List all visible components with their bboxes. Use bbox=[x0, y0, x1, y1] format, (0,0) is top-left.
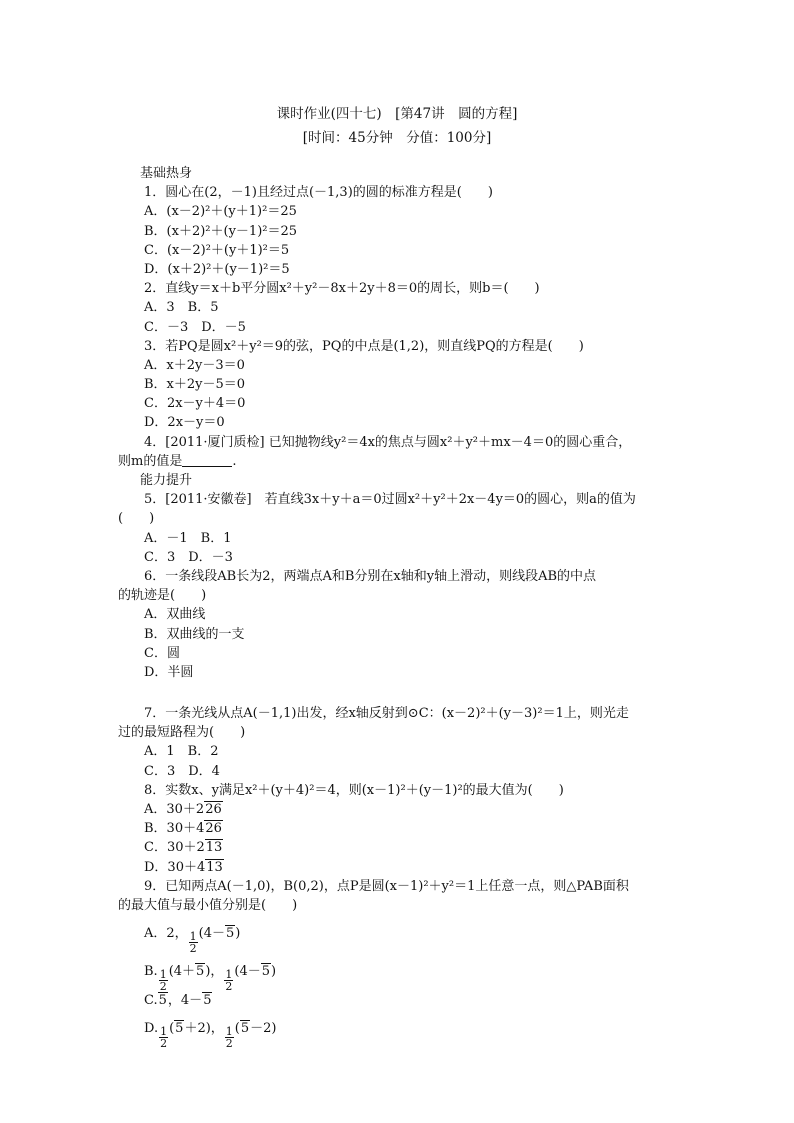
option-prefix: D. bbox=[144, 1021, 159, 1037]
question-2-stem: 2．直线y＝x＋b平分圆x²＋y²－8x＋2y＋8＝0的周长，则b＝( ) bbox=[144, 281, 540, 297]
sqrt-radicand: 5 bbox=[261, 964, 271, 980]
question-1-option-b: B．(x＋2)²＋(y－1)²＝25 bbox=[144, 223, 298, 239]
paren-close: ) bbox=[235, 926, 241, 942]
option-prefix: B. bbox=[144, 964, 158, 980]
spacer bbox=[118, 682, 678, 704]
question-4-end: . bbox=[232, 453, 237, 469]
fraction-half bbox=[159, 1026, 168, 1049]
section-basic: 基础热身 bbox=[140, 166, 193, 181]
question-9-option-b bbox=[118, 953, 678, 994]
question-9-option-d bbox=[118, 1010, 678, 1051]
fraction-numerator: 1 bbox=[225, 1025, 233, 1039]
question-6-option-d: D．半圆 bbox=[144, 664, 194, 680]
question-4-stem: 4．[2011·厦门质检] 已知抛物线y²＝4x的焦点与圆x²＋y²＋mx－4＝0的圆心重合， bbox=[144, 434, 632, 450]
question-1-option-d: D．(x＋2)²＋(y－1)²＝5 bbox=[144, 261, 290, 277]
fraction-denominator: 2 bbox=[225, 980, 233, 994]
fraction-denominator: 2 bbox=[159, 980, 167, 994]
question-8-option-a bbox=[118, 800, 678, 819]
paren-open: (4－ bbox=[198, 926, 226, 942]
paren-open: (4＋ bbox=[168, 964, 196, 980]
sqrt-radicand: 5 bbox=[158, 993, 167, 1009]
question-8-option-c bbox=[118, 838, 678, 857]
question-2-options-cd: C．－3 D．－5 bbox=[144, 319, 246, 335]
sqrt-radicand: 5 bbox=[226, 926, 235, 942]
question-3-option-b: B．x＋2y－5＝0 bbox=[144, 377, 246, 393]
paren-close: ) bbox=[271, 964, 277, 980]
question-3-option-d: D．2x－y＝0 bbox=[144, 415, 225, 431]
separator: ＋2)， bbox=[184, 1021, 224, 1037]
question-5-options-cd: C．3 D．－3 bbox=[144, 549, 233, 565]
sqrt-radicand: 26 bbox=[205, 821, 222, 837]
question-4-cont-text: 则m的值是 bbox=[118, 453, 183, 469]
fraction-half bbox=[189, 931, 198, 954]
sqrt-radicand: 5 bbox=[175, 1021, 184, 1037]
question-6-continuation: 的轨迹是( ) bbox=[118, 588, 207, 604]
question-1-stem: 1．圆心在(2，－1)且经过点(－1,3)的圆的标准方程是( ) bbox=[144, 185, 493, 201]
fraction-half bbox=[225, 1026, 234, 1049]
page-title: 课时作业(四十七) [第47讲 圆的方程] bbox=[276, 106, 518, 122]
question-1-option-c: C．(x－2)²＋(y＋1)²＝5 bbox=[144, 242, 290, 258]
fraction-numerator: 1 bbox=[160, 1025, 168, 1039]
paren-open: ( bbox=[169, 1021, 175, 1037]
question-7-stem: 7．一条光线从点A(－1,1)出发，经x轴反射到⊙C：(x－2)²＋(y－3)²＝1上，则光走 bbox=[144, 706, 629, 722]
question-5-continuation: ( ) bbox=[118, 511, 155, 527]
question-6-option-c: C．圆 bbox=[144, 645, 180, 661]
question-3-option-c: C．2x－y＋4＝0 bbox=[144, 396, 246, 412]
sqrt-radicand: 5 bbox=[203, 993, 212, 1009]
fraction-numerator: 1 bbox=[225, 968, 233, 982]
option-prefix: C. bbox=[144, 993, 158, 1009]
separator: ，4－ bbox=[167, 993, 203, 1009]
sqrt-radicand: 5 bbox=[240, 1021, 250, 1037]
question-list bbox=[118, 164, 678, 1051]
fraction-denominator: 2 bbox=[225, 1037, 233, 1051]
time-score-line: [时间：45分钟 分值：100分] bbox=[302, 130, 492, 146]
option-prefix: D．30＋4 bbox=[144, 859, 206, 875]
question-5-stem: 5．[2011·安徽卷] 若直线3x＋y＋a＝0过圆x²＋y²＋2x－4y＝0的圆心，则a的值为 bbox=[144, 492, 636, 508]
question-3-stem: 3．若PQ是圆x²＋y²＝9的弦，PQ的中点是(1,2)，则直线PQ的方程是( ) bbox=[144, 338, 584, 354]
question-1-option-a: A．(x－2)²＋(y＋1)²＝25 bbox=[144, 204, 297, 220]
fraction-half bbox=[224, 969, 233, 992]
fraction-numerator: 1 bbox=[189, 930, 197, 944]
question-9-option-a bbox=[118, 915, 678, 956]
question-6-stem: 6．一条线段AB长为2，两端点A和B分别在x轴和y轴上滑动，则线段AB的中点 bbox=[144, 568, 597, 584]
question-6-option-b: B．双曲线的一支 bbox=[144, 626, 245, 642]
question-5-options-ab: A．－1 B．1 bbox=[144, 530, 232, 546]
sqrt-radicand: 26 bbox=[205, 802, 222, 817]
answer-blank bbox=[182, 453, 232, 467]
paren-open: (4－ bbox=[234, 964, 261, 980]
option-prefix: A．30＋2 bbox=[144, 802, 205, 817]
question-7-continuation: 过的最短路程为( ) bbox=[118, 725, 246, 741]
question-6-option-a: A．双曲线 bbox=[144, 607, 206, 623]
fraction-numerator: 1 bbox=[159, 968, 167, 982]
option-prefix: C．30＋2 bbox=[144, 840, 205, 856]
fraction-denominator: 2 bbox=[160, 1037, 168, 1051]
sqrt-radicand: 13 bbox=[205, 840, 223, 856]
paren-close: －2) bbox=[250, 1021, 277, 1037]
option-prefix: B．30＋4 bbox=[144, 821, 205, 837]
question-9-option-c bbox=[118, 991, 678, 1010]
question-8-option-d bbox=[118, 858, 678, 877]
separator: )， bbox=[205, 964, 224, 980]
option-prefix: A．2， bbox=[144, 926, 188, 942]
question-4-continuation bbox=[118, 452, 678, 471]
question-7-options-cd: C．3 D．4 bbox=[144, 763, 220, 779]
question-2-options-ab: A．3 B．5 bbox=[144, 300, 219, 316]
paren-open: ( bbox=[234, 1021, 240, 1037]
section-advanced: 能力提升 bbox=[140, 473, 193, 488]
question-8-option-b bbox=[118, 819, 678, 838]
question-7-options-ab: A．1 B．2 bbox=[144, 744, 219, 760]
sqrt-radicand: 13 bbox=[206, 859, 223, 875]
question-8-stem: 8．实数x、y满足x²＋(y＋4)²＝4，则(x－1)²＋(y－1)²的最大值为( ) bbox=[144, 782, 564, 798]
fraction-half bbox=[159, 969, 168, 992]
question-9-continuation: 的最大值与最小值分别是( ) bbox=[118, 897, 298, 913]
question-3-option-a: A．x＋2y－3＝0 bbox=[144, 357, 245, 373]
sqrt-radicand: 5 bbox=[196, 964, 205, 980]
question-9-stem: 9．已知两点A(－1,0)，B(0,2)，点P是圆(x－1)²＋y²＝1上任意一点，则△PAB面积 bbox=[144, 878, 629, 894]
fraction-denominator: 2 bbox=[189, 942, 197, 956]
